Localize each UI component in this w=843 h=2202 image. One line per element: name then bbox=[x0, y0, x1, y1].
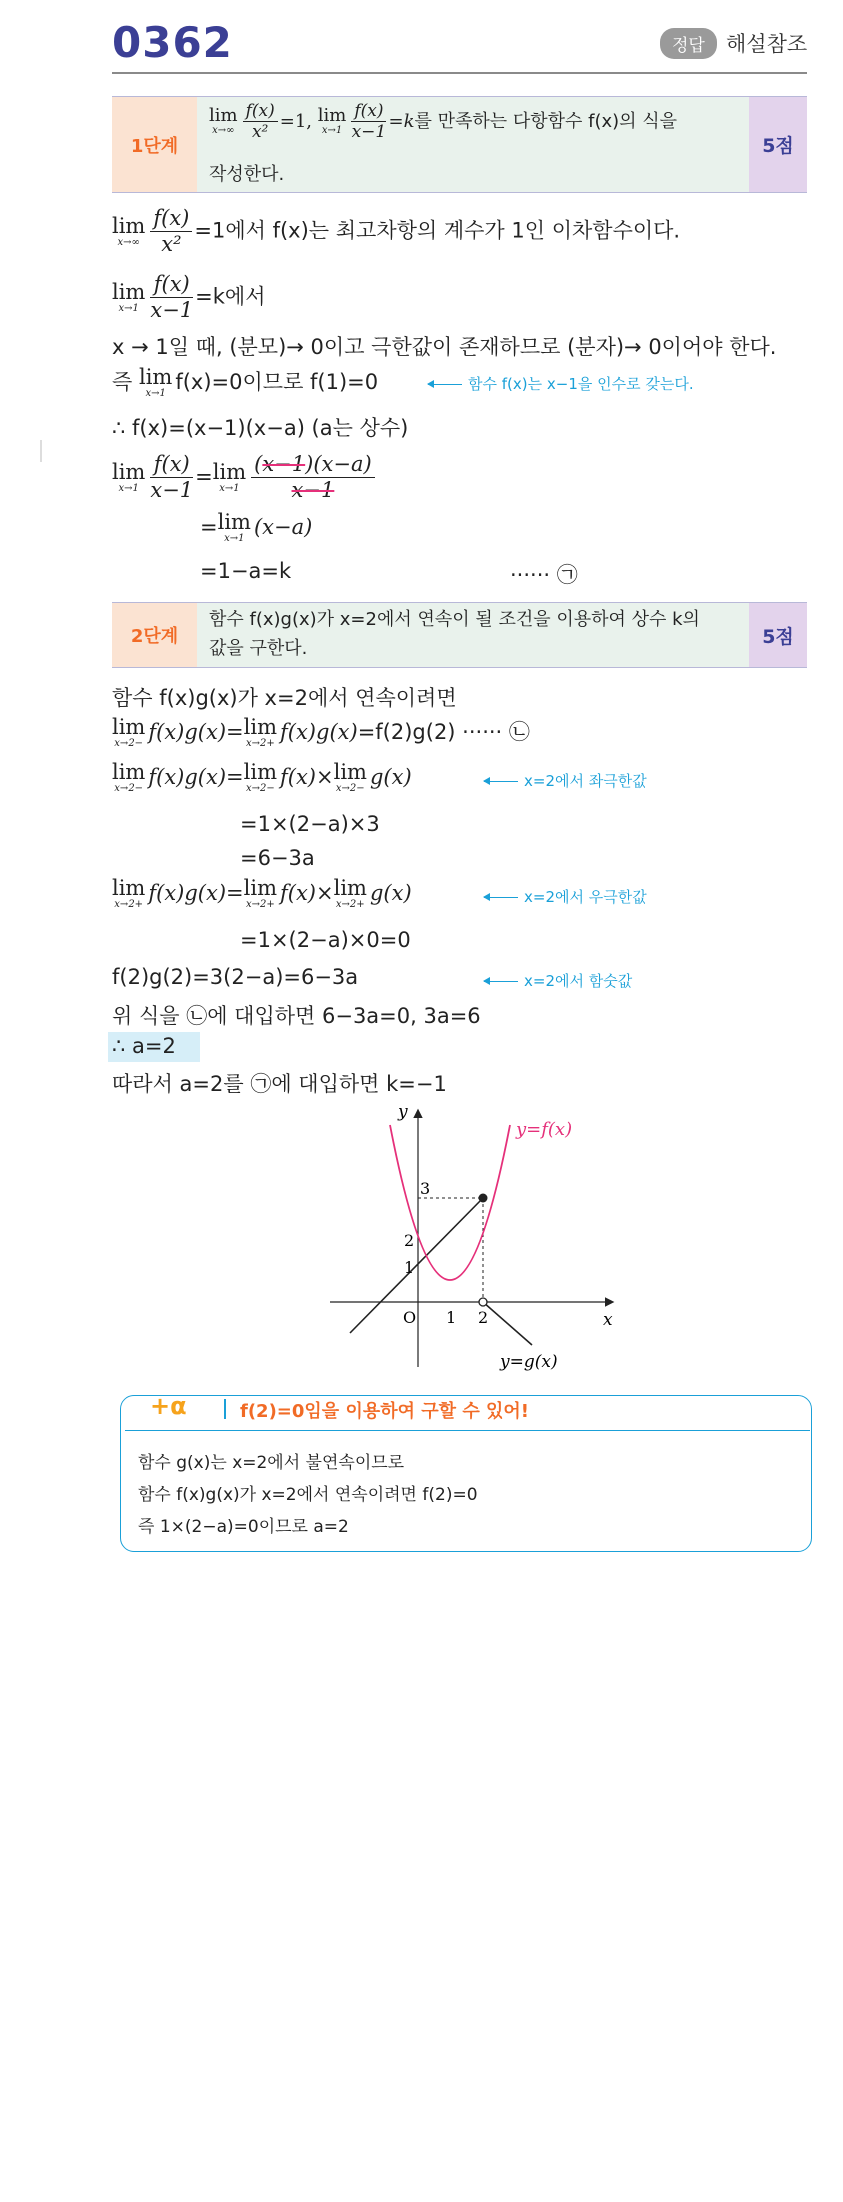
g-line-left bbox=[350, 1198, 483, 1333]
step1-box bbox=[112, 96, 807, 193]
tip-plus-alpha: +α bbox=[150, 1392, 187, 1420]
step2-desc-line1: 함수 f(x)g(x)가 x=2에서 연속이 될 조건을 이용하여 상수 k의 bbox=[209, 609, 700, 630]
tip-bar bbox=[224, 1399, 226, 1419]
solution-line-m6: lim x→2+ f(x)g(x)= lim x→2+ f(x)× lim x→2+ g(x) bbox=[112, 876, 412, 910]
open-point bbox=[479, 1298, 487, 1306]
y-axis-label: y bbox=[398, 1105, 408, 1122]
note-right-limit: x=2에서 우극한값 bbox=[484, 886, 647, 907]
tick-y3: 3 bbox=[420, 1179, 431, 1198]
tick-y1: 1 bbox=[404, 1258, 415, 1277]
answer-text: 해설참조 bbox=[726, 32, 808, 56]
solution-line-3: x → 1일 때, (분모)→ 0이고 극한값이 존재하므로 (분자)→ 0이어야 한다. bbox=[112, 335, 777, 359]
step2-box bbox=[112, 602, 807, 668]
step2-desc-line2: 값을 구한다. bbox=[209, 638, 308, 659]
step1-points: 5점 bbox=[749, 97, 807, 192]
step1-description: lim x→∞ $\frac{f(x)}{\text{x²}}$ =1, lim x→1 $\frac{f(x)}{x-1}$ =k를 만족하는 다항함수 f(x)의 식을 bbox=[209, 101, 678, 143]
step1-label: 1단계 bbox=[112, 97, 197, 192]
solution-line-m7: =1×(2−a)×0=0 bbox=[240, 928, 411, 952]
closed-point bbox=[479, 1194, 488, 1203]
solution-line-m1: 함수 f(x)g(x)가 x=2에서 연속이려면 bbox=[112, 686, 457, 710]
f-label: y=f(x) bbox=[516, 1119, 573, 1140]
tick-x2: 2 bbox=[478, 1308, 489, 1327]
mark-1: ······ ㉠ bbox=[510, 563, 578, 587]
note-factor: 함수 f(x)는 x−1을 인수로 갖는다. bbox=[428, 373, 694, 394]
solution-line-7: =1−a=k bbox=[200, 559, 292, 583]
solution-line-6b: = lim x→1 (x−a) bbox=[200, 510, 313, 544]
origin-label: O bbox=[403, 1308, 417, 1327]
step1-desc-suffix: 를 만족하는 다항함수 f(x)의 식을 bbox=[414, 110, 678, 132]
tip-heading: f(2)=0임을 이용하여 구할 수 있어! bbox=[240, 1401, 529, 1422]
solution-line-m11: 따라서 a=2를 ㉠에 대입하면 k=−1 bbox=[112, 1072, 447, 1096]
solution-line-m3: lim x→2− f(x)g(x)= lim x→2− f(x)× lim x→2− g(x) bbox=[112, 760, 412, 794]
solution-line-m4: =1×(2−a)×3 bbox=[240, 812, 380, 836]
solution-line-m10: ∴ a=2 bbox=[112, 1034, 176, 1058]
function-graph bbox=[320, 1105, 620, 1375]
header-divider bbox=[112, 72, 807, 74]
arrow-left-icon bbox=[484, 897, 518, 898]
tip-line-2: 함수 f(x)g(x)가 x=2에서 연속이려면 f(2)=0 bbox=[138, 1485, 478, 1505]
step2-label: 2단계 bbox=[112, 603, 197, 667]
problem-number: 0362 bbox=[112, 18, 233, 67]
tip-line-1: 함수 g(x)는 x=2에서 불연속이므로 bbox=[138, 1453, 405, 1473]
g-line-right bbox=[483, 1302, 532, 1345]
x-axis-label: x bbox=[603, 1310, 613, 1330]
solution-line-m8: f(2)g(2)=3(2−a)=6−3a bbox=[112, 965, 359, 989]
solution-line-6: lim x→1 $\frac{f(x)}{x-1}$ = lim x→1 $\frac{(x-1)(x-a)}{x-1}$ bbox=[112, 452, 377, 503]
solution-line-1: lim x→∞ $\frac{f(x)}{\text{x²}}$ =1에서 f(x)는 최고차항의 계수가 1인 이차함수이다. bbox=[112, 206, 681, 257]
arrow-left-icon bbox=[484, 781, 518, 782]
step1-desc-line2: 작성한다. bbox=[209, 164, 285, 185]
note-function-value: x=2에서 함숫값 bbox=[484, 970, 632, 991]
tip-divider bbox=[125, 1430, 810, 1431]
arrow-left-icon bbox=[428, 384, 462, 385]
note-left-limit: x=2에서 좌극한값 bbox=[484, 770, 647, 791]
tip-line-3: 즉 1×(2−a)=0이므로 a=2 bbox=[138, 1517, 349, 1537]
page-margin-mark bbox=[40, 440, 42, 462]
f-curve bbox=[390, 1125, 510, 1280]
tick-x1: 1 bbox=[446, 1308, 457, 1327]
solution-line-5: ∴ f(x)=(x−1)(x−a) (a는 상수) bbox=[112, 416, 409, 440]
solution-line-m2: lim x→2− f(x)g(x)= lim x→2+ f(x)g(x)=f(2)g(2) ······ ㉡ bbox=[112, 715, 530, 749]
answer-badge: 정답 bbox=[660, 28, 717, 59]
solution-line-4: 즉 lim x→1 f(x)=0이므로 f(1)=0 bbox=[112, 365, 379, 399]
solution-line-m9: 위 식을 ㉡에 대입하면 6−3a=0, 3a=6 bbox=[112, 1004, 481, 1028]
arrow-left-icon bbox=[484, 981, 518, 982]
solution-line-2: lim x→1 $\frac{f(x)}{x-1}$ =k에서 bbox=[112, 272, 266, 323]
step2-points: 5점 bbox=[749, 603, 807, 667]
solution-line-m5: =6−3a bbox=[240, 846, 315, 870]
tick-y2: 2 bbox=[404, 1231, 415, 1250]
g-label: y=g(x) bbox=[500, 1352, 558, 1372]
